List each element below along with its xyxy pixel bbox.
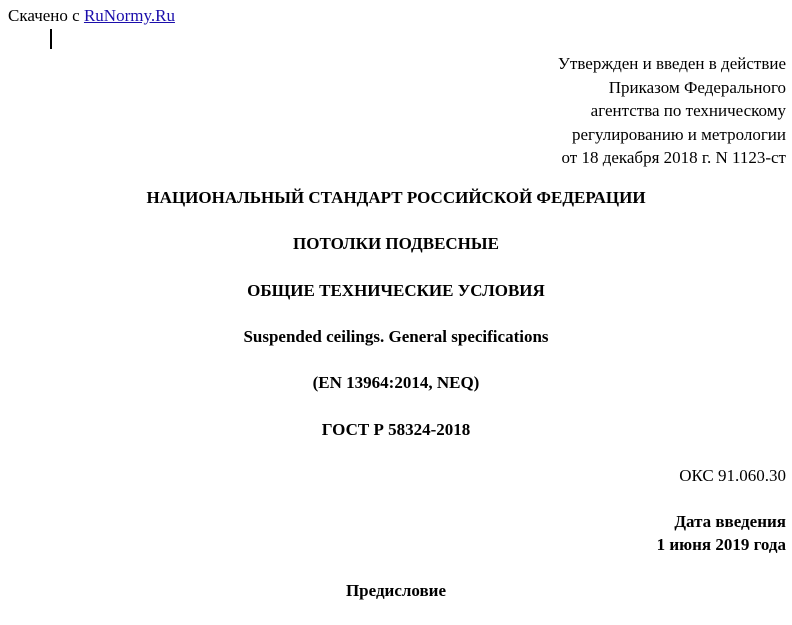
document-subtitle: ОБЩИЕ ТЕХНИЧЕСКИЕ УСЛОВИЯ [247, 281, 545, 300]
source-link[interactable]: RuNormy.Ru [83, 6, 175, 25]
effective-date-value: 1 июня 2019 года [656, 535, 786, 554]
approval-line: Приказом Федерального [608, 77, 786, 97]
section-heading-foreword: Предисловие [345, 581, 447, 600]
effective-date-label: Дата введения [674, 512, 786, 531]
approval-line: от 18 декабря 2018 г. N 1123-ст [561, 148, 786, 167]
approval-line: регулированию и метрологии [571, 124, 786, 144]
standard-type-heading: НАЦИОНАЛЬНЫЙ СТАНДАРТ РОССИЙСКОЙ ФЕДЕРАЦИИ [146, 188, 646, 207]
source-prefix: Скачено с [8, 6, 84, 25]
text-cursor [50, 29, 52, 49]
approval-block [558, 52, 786, 170]
oks-code: ОКС 91.060.30 [679, 466, 786, 485]
en-reference: (EN 13964:2014, NEQ) [312, 373, 480, 392]
approval-line: агентства по техническому [590, 101, 786, 120]
standard-designation: ГОСТ Р 58324-2018 [321, 420, 471, 439]
source-attribution [8, 6, 175, 26]
document-title: ПОТОЛКИ ПОДВЕСНЫЕ [293, 234, 499, 253]
english-title: Suspended ceilings. General specifications [243, 327, 549, 346]
approval-line: Утвержден и введен в действие [557, 54, 786, 73]
